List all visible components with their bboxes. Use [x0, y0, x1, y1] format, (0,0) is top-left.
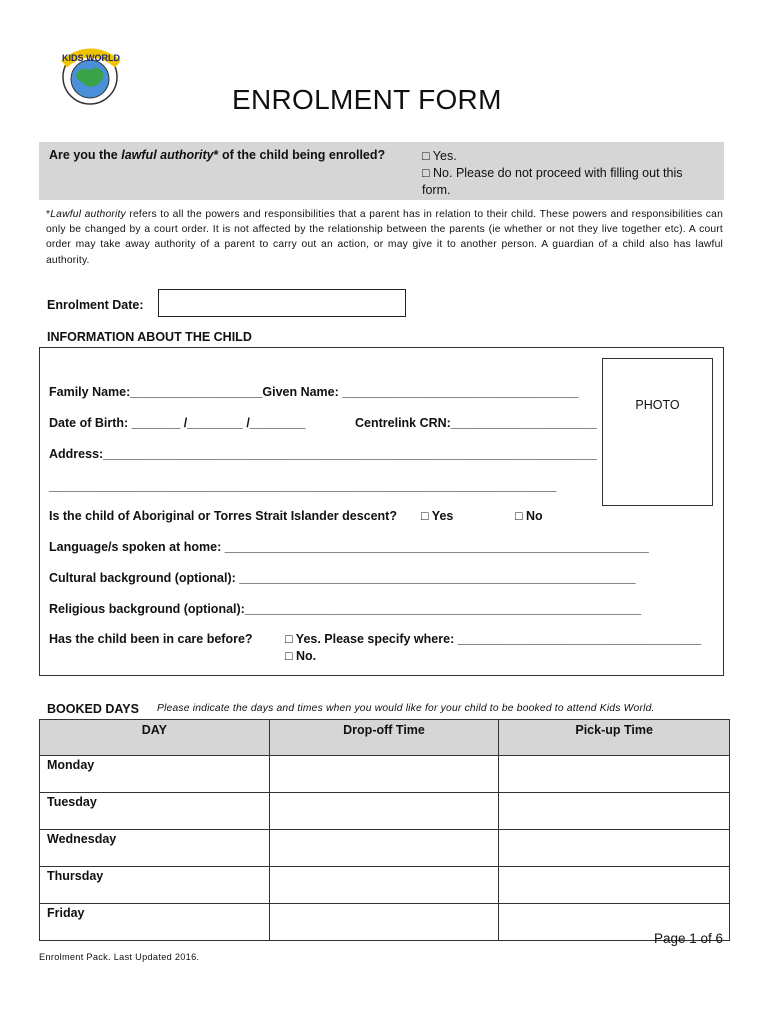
page-title: ENROLMENT FORM: [232, 84, 502, 115]
language-field[interactable]: Language/s spoken at home: _____________________________________________________________: [49, 540, 649, 554]
table-header-row: [40, 720, 730, 756]
day-cell: Friday: [40, 904, 270, 941]
photo-box[interactable]: [602, 358, 713, 506]
dropoff-cell[interactable]: [269, 756, 499, 793]
address-field[interactable]: Address:_______________________________________________________________________: [49, 447, 597, 461]
dropoff-cell[interactable]: [269, 793, 499, 830]
care-no-checkbox[interactable]: □ No.: [285, 649, 317, 663]
pickup-cell[interactable]: [499, 830, 730, 867]
photo-label: PHOTO: [635, 398, 680, 412]
day-cell: Monday: [40, 756, 270, 793]
dropoff-cell[interactable]: [269, 830, 499, 867]
day-cell: Tuesday: [40, 793, 270, 830]
page-number: Page 1 of 6: [654, 931, 724, 946]
logo-text: KIDS WORLD: [62, 53, 120, 63]
date-of-birth-field[interactable]: Date of Birth: _______ /________ /________: [49, 416, 306, 430]
footer-text: Enrolment Pack. Last Updated 2016.: [39, 952, 200, 962]
header-pickup: Pick-up Time: [499, 720, 730, 756]
centrelink-crn-field[interactable]: Centrelink CRN:_____________________: [355, 416, 597, 430]
day-cell: Wednesday: [40, 830, 270, 867]
aboriginal-question: Is the child of Aboriginal or Torres Strait Islander descent?: [49, 509, 397, 523]
care-yes-field[interactable]: □ Yes. Please specify where: ___________________________________: [285, 632, 702, 646]
child-section-title: INFORMATION ABOUT THE CHILD: [47, 330, 252, 344]
religious-background-field[interactable]: Religious background (optional):_________________________________________________________: [49, 602, 642, 616]
family-given-name-field[interactable]: Family Name:___________________Given Name: __________________________________: [49, 385, 579, 399]
cultural-background-field[interactable]: Cultural background (optional): _________________________________________________________: [49, 571, 636, 585]
header-dropoff: Drop-off Time: [269, 720, 499, 756]
aboriginal-no-checkbox[interactable]: □ No: [515, 509, 543, 523]
authority-no-checkbox[interactable]: □ No. Please do not proceed with filling out this form.: [422, 166, 683, 197]
authority-yes-checkbox[interactable]: □ Yes.: [422, 149, 457, 163]
table-row: [40, 867, 730, 904]
lawful-authority-note: *Lawful authority refers to all the powers and responsibilities that a parent has in relation to their child. These powers and responsibilities can only be changed by a court order. It is not affected by the relationship between the parents (ie whether or not they live together etc). A court order may take away authority of a parent to carry out an action, or may give it to another person. A guardian of a child also has lawful authority.: [46, 209, 723, 266]
booked-days-title: BOOKED DAYS: [47, 702, 139, 716]
pickup-cell[interactable]: [499, 756, 730, 793]
table-row: [40, 904, 730, 941]
enrolment-date-field[interactable]: [158, 289, 406, 317]
pickup-cell[interactable]: [499, 867, 730, 904]
booked-days-table: [39, 719, 730, 941]
kids-world-logo: [54, 44, 128, 106]
table-row: [40, 756, 730, 793]
table-row: [40, 793, 730, 830]
authority-options: [422, 148, 712, 199]
pickup-cell[interactable]: [499, 793, 730, 830]
care-question: Has the child been in care before?: [49, 632, 253, 646]
dropoff-cell[interactable]: [269, 904, 499, 941]
enrolment-date-label: Enrolment Date:: [47, 298, 144, 312]
day-cell: Thursday: [40, 867, 270, 904]
header-day: DAY: [40, 720, 270, 756]
authority-question: Are you the lawful authority* of the child being enrolled?: [49, 148, 386, 162]
dropoff-cell[interactable]: [269, 867, 499, 904]
address-line2-field[interactable]: _________________________________________________________________________: [49, 479, 557, 493]
aboriginal-yes-checkbox[interactable]: □ Yes: [421, 509, 454, 523]
booked-days-note: Please indicate the days and times when you would like for your child to be booked to attend Kids World.: [157, 703, 655, 714]
table-row: [40, 830, 730, 867]
